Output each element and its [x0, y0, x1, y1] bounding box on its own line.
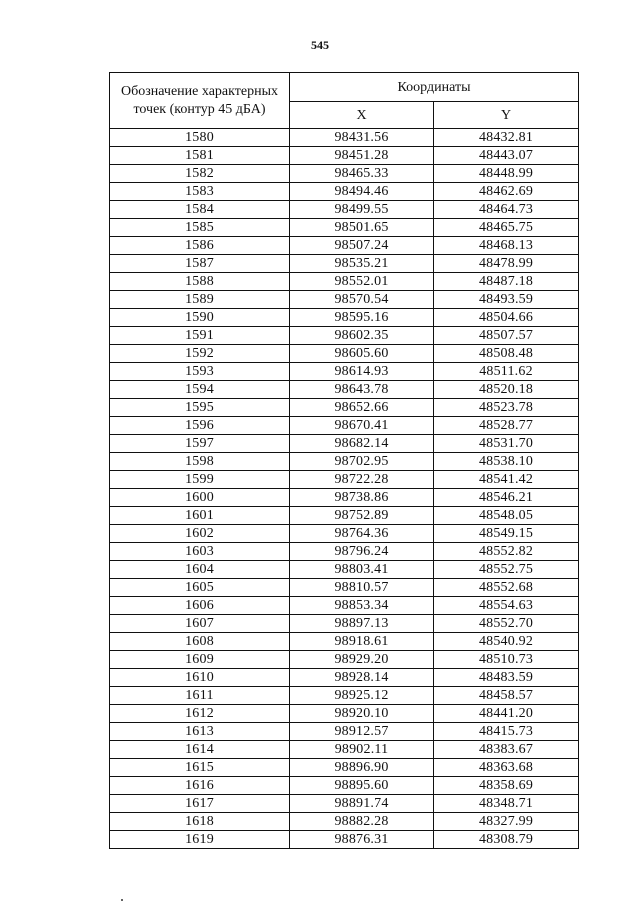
point-id-cell: 1583	[110, 183, 290, 201]
table-row	[110, 543, 579, 561]
point-id-cell: 1594	[110, 381, 290, 399]
y-coordinate-cell: 48520.18	[434, 381, 579, 399]
y-coordinate-cell: 48308.79	[434, 831, 579, 849]
table-row	[110, 255, 579, 273]
y-coordinate-cell: 48549.15	[434, 525, 579, 543]
header-coordinates: Координаты	[290, 73, 579, 102]
x-coordinate-cell: 98552.01	[290, 273, 434, 291]
point-id-cell: 1591	[110, 327, 290, 345]
x-coordinate-cell: 98929.20	[290, 651, 434, 669]
y-coordinate-cell: 48554.63	[434, 597, 579, 615]
x-coordinate-cell: 98614.93	[290, 363, 434, 381]
table-row	[110, 147, 579, 165]
y-coordinate-cell: 48552.75	[434, 561, 579, 579]
x-coordinate-cell: 98925.12	[290, 687, 434, 705]
point-id-cell: 1592	[110, 345, 290, 363]
table-row	[110, 525, 579, 543]
table-row	[110, 615, 579, 633]
point-id-cell: 1606	[110, 597, 290, 615]
page-number: 545	[311, 38, 329, 52]
x-coordinate-cell: 98494.46	[290, 183, 434, 201]
y-coordinate-cell: 48510.73	[434, 651, 579, 669]
table-row	[110, 561, 579, 579]
x-coordinate-cell: 98876.31	[290, 831, 434, 849]
x-coordinate-cell: 98891.74	[290, 795, 434, 813]
x-coordinate-cell: 98507.24	[290, 237, 434, 255]
y-coordinate-cell: 48358.69	[434, 777, 579, 795]
y-coordinate-cell: 48348.71	[434, 795, 579, 813]
y-coordinate-cell: 48441.20	[434, 705, 579, 723]
table-row	[110, 633, 579, 651]
x-coordinate-cell: 98928.14	[290, 669, 434, 687]
x-coordinate-cell: 98902.11	[290, 741, 434, 759]
y-coordinate-cell: 48458.57	[434, 687, 579, 705]
y-coordinate-cell: 48552.82	[434, 543, 579, 561]
x-coordinate-cell: 98535.21	[290, 255, 434, 273]
table-row	[110, 489, 579, 507]
x-coordinate-cell: 98738.86	[290, 489, 434, 507]
table-row	[110, 795, 579, 813]
x-coordinate-cell: 98643.78	[290, 381, 434, 399]
point-id-cell: 1580	[110, 129, 290, 147]
point-id-cell: 1595	[110, 399, 290, 417]
y-coordinate-cell: 48508.48	[434, 345, 579, 363]
y-coordinate-cell: 48383.67	[434, 741, 579, 759]
point-id-cell: 1609	[110, 651, 290, 669]
x-coordinate-cell: 98670.41	[290, 417, 434, 435]
x-coordinate-cell: 98605.60	[290, 345, 434, 363]
x-coordinate-cell: 98810.57	[290, 579, 434, 597]
table-row	[110, 273, 579, 291]
y-coordinate-cell: 48468.13	[434, 237, 579, 255]
point-id-cell: 1599	[110, 471, 290, 489]
x-coordinate-cell: 98764.36	[290, 525, 434, 543]
x-coordinate-cell: 98682.14	[290, 435, 434, 453]
y-coordinate-cell: 48504.66	[434, 309, 579, 327]
point-id-cell: 1617	[110, 795, 290, 813]
point-id-cell: 1582	[110, 165, 290, 183]
table-row	[110, 759, 579, 777]
table-row	[110, 651, 579, 669]
table-row	[110, 183, 579, 201]
table-row	[110, 471, 579, 489]
table-row	[110, 417, 579, 435]
point-id-cell: 1603	[110, 543, 290, 561]
x-coordinate-cell: 98652.66	[290, 399, 434, 417]
table-row	[110, 687, 579, 705]
point-id-cell: 1611	[110, 687, 290, 705]
point-id-cell: 1600	[110, 489, 290, 507]
table-row	[110, 399, 579, 417]
table-row	[110, 345, 579, 363]
point-id-cell: 1584	[110, 201, 290, 219]
point-id-cell: 1615	[110, 759, 290, 777]
y-coordinate-cell: 48464.73	[434, 201, 579, 219]
x-coordinate-cell: 98722.28	[290, 471, 434, 489]
y-coordinate-cell: 48478.99	[434, 255, 579, 273]
y-coordinate-cell: 48523.78	[434, 399, 579, 417]
table-row	[110, 777, 579, 795]
point-id-cell: 1605	[110, 579, 290, 597]
x-coordinate-cell: 98501.65	[290, 219, 434, 237]
table-row	[110, 435, 579, 453]
table-row	[110, 669, 579, 687]
x-coordinate-cell: 98896.90	[290, 759, 434, 777]
x-coordinate-cell: 98570.54	[290, 291, 434, 309]
coordinates-table	[109, 72, 579, 849]
table-row	[110, 129, 579, 147]
point-id-cell: 1590	[110, 309, 290, 327]
y-coordinate-cell: 48541.42	[434, 471, 579, 489]
x-coordinate-cell: 98853.34	[290, 597, 434, 615]
x-coordinate-cell: 98499.55	[290, 201, 434, 219]
point-id-cell: 1593	[110, 363, 290, 381]
x-coordinate-cell: 98796.24	[290, 543, 434, 561]
point-id-cell: 1587	[110, 255, 290, 273]
point-id-cell: 1610	[110, 669, 290, 687]
table-row	[110, 579, 579, 597]
y-coordinate-cell: 48507.57	[434, 327, 579, 345]
x-coordinate-cell: 98895.60	[290, 777, 434, 795]
y-coordinate-cell: 48493.59	[434, 291, 579, 309]
point-id-cell: 1618	[110, 813, 290, 831]
y-coordinate-cell: 48548.05	[434, 507, 579, 525]
y-coordinate-cell: 48531.70	[434, 435, 579, 453]
y-coordinate-cell: 48552.68	[434, 579, 579, 597]
header-x: X	[290, 102, 434, 129]
y-coordinate-cell: 48540.92	[434, 633, 579, 651]
table-row	[110, 309, 579, 327]
table-row	[110, 705, 579, 723]
y-coordinate-cell: 48538.10	[434, 453, 579, 471]
point-id-cell: 1614	[110, 741, 290, 759]
x-coordinate-cell: 98918.61	[290, 633, 434, 651]
table-row	[110, 219, 579, 237]
point-id-cell: 1607	[110, 615, 290, 633]
y-coordinate-cell: 48487.18	[434, 273, 579, 291]
table-row	[110, 741, 579, 759]
y-coordinate-cell: 48363.68	[434, 759, 579, 777]
y-coordinate-cell: 48483.59	[434, 669, 579, 687]
point-id-cell: 1596	[110, 417, 290, 435]
x-coordinate-cell: 98920.10	[290, 705, 434, 723]
table-row	[110, 327, 579, 345]
scan-speck	[121, 899, 123, 901]
y-coordinate-cell: 48465.75	[434, 219, 579, 237]
table-row	[110, 597, 579, 615]
x-coordinate-cell: 98803.41	[290, 561, 434, 579]
table-row	[110, 165, 579, 183]
x-coordinate-cell: 98431.56	[290, 129, 434, 147]
table-row	[110, 507, 579, 525]
point-id-cell: 1604	[110, 561, 290, 579]
header-point-designation: Обозначение характерных точек (контур 45 дБА)	[110, 73, 290, 129]
y-coordinate-cell: 48448.99	[434, 165, 579, 183]
point-id-cell: 1585	[110, 219, 290, 237]
table-row	[110, 291, 579, 309]
y-coordinate-cell: 48552.70	[434, 615, 579, 633]
x-coordinate-cell: 98912.57	[290, 723, 434, 741]
point-id-cell: 1602	[110, 525, 290, 543]
x-coordinate-cell: 98465.33	[290, 165, 434, 183]
y-coordinate-cell: 48432.81	[434, 129, 579, 147]
y-coordinate-cell: 48546.21	[434, 489, 579, 507]
y-coordinate-cell: 48327.99	[434, 813, 579, 831]
table-row	[110, 723, 579, 741]
y-coordinate-cell: 48528.77	[434, 417, 579, 435]
x-coordinate-cell: 98595.16	[290, 309, 434, 327]
point-id-cell: 1588	[110, 273, 290, 291]
table-row	[110, 813, 579, 831]
point-id-cell: 1589	[110, 291, 290, 309]
y-coordinate-cell: 48511.62	[434, 363, 579, 381]
y-coordinate-cell: 48415.73	[434, 723, 579, 741]
x-coordinate-cell: 98897.13	[290, 615, 434, 633]
y-coordinate-cell: 48462.69	[434, 183, 579, 201]
x-coordinate-cell: 98752.89	[290, 507, 434, 525]
point-id-cell: 1601	[110, 507, 290, 525]
table-row	[110, 237, 579, 255]
table-body	[110, 129, 579, 849]
point-id-cell: 1597	[110, 435, 290, 453]
point-id-cell: 1619	[110, 831, 290, 849]
point-id-cell: 1613	[110, 723, 290, 741]
table-row	[110, 453, 579, 471]
point-id-cell: 1608	[110, 633, 290, 651]
table-header	[110, 73, 579, 129]
table-row	[110, 201, 579, 219]
x-coordinate-cell: 98602.35	[290, 327, 434, 345]
point-id-cell: 1586	[110, 237, 290, 255]
x-coordinate-cell: 98451.28	[290, 147, 434, 165]
x-coordinate-cell: 98702.95	[290, 453, 434, 471]
point-id-cell: 1581	[110, 147, 290, 165]
x-coordinate-cell: 98882.28	[290, 813, 434, 831]
table-row	[110, 381, 579, 399]
header-y: Y	[434, 102, 579, 129]
point-id-cell: 1612	[110, 705, 290, 723]
table-row	[110, 363, 579, 381]
point-id-cell: 1616	[110, 777, 290, 795]
y-coordinate-cell: 48443.07	[434, 147, 579, 165]
point-id-cell: 1598	[110, 453, 290, 471]
table-row	[110, 831, 579, 849]
